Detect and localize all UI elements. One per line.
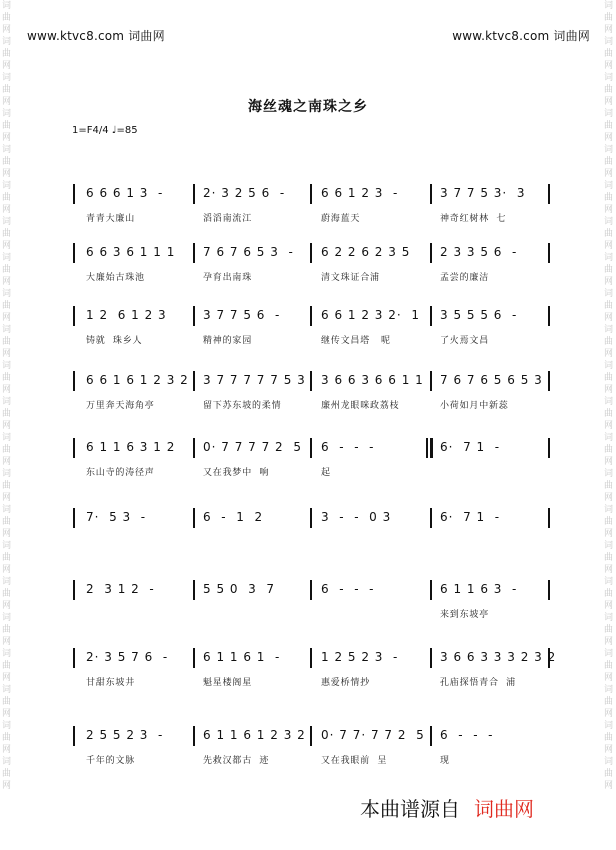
lyric: 孟尝的廉洁 xyxy=(440,273,490,283)
measure-notes: 5 5 0 3 7 xyxy=(203,582,276,596)
measure-notes: 3 7 7 7 7 7 5 3 xyxy=(203,373,306,387)
lyric: 孕育出南珠 xyxy=(203,273,253,283)
lyric: 惠爱桥情抄 xyxy=(321,678,371,688)
measure-notes: 0· 7 7 7 7 2 5 xyxy=(203,440,302,454)
lyric: 滔滔南流江 xyxy=(203,214,253,224)
lyric: 又在我梦中 响 xyxy=(203,468,270,478)
measure-notes: 6 - - - xyxy=(440,728,494,742)
barline xyxy=(430,371,432,391)
barline xyxy=(193,306,195,326)
measure-notes: 3 - - 0 3 xyxy=(321,510,392,524)
lyric: 先救汉都古 迹 xyxy=(203,756,270,766)
barline xyxy=(430,580,432,600)
barline xyxy=(73,184,75,204)
watermark-left: 词曲网词曲网词曲网词曲网词曲网词曲网词曲网词曲网词曲网词曲网词曲网词曲网词曲网词曲网词曲网词曲网词曲网词曲网词曲网词曲网词曲网词曲网 xyxy=(2,1,12,791)
measure-notes: 6 - 1 2 xyxy=(203,510,264,524)
barline xyxy=(548,243,550,263)
score-line-2 xyxy=(0,243,616,289)
barline xyxy=(430,508,432,528)
barline xyxy=(310,726,312,746)
barline xyxy=(193,726,195,746)
barline xyxy=(73,508,75,528)
measure-notes: 6 1 1 6 1 - xyxy=(203,650,281,664)
lyric: 小荷如月中新蕊 xyxy=(440,401,509,411)
lyric: 东山寺的涛径声 xyxy=(86,468,155,478)
barline xyxy=(310,438,312,458)
measure-notes: 6 6 3 6 1 1 1 xyxy=(86,245,176,259)
barline xyxy=(310,580,312,600)
barline xyxy=(430,438,433,458)
barline xyxy=(548,306,550,326)
measure-notes: 3 5 5 5 6 - xyxy=(440,308,518,322)
lyric: 留下苏东坡的柔情 xyxy=(203,401,282,411)
barline xyxy=(193,580,195,600)
lyric: 了火焉文昌 xyxy=(440,336,490,346)
measure-notes: 1 2 5 2 3 - xyxy=(321,650,399,664)
measure-notes: 3 7 7 5 3· 3 xyxy=(440,186,526,200)
header-left-site: www.ktvc8.com 词曲网 xyxy=(27,29,165,43)
barline xyxy=(310,648,312,668)
barline xyxy=(548,371,550,391)
measure-notes: 1 2 6 1 2 3 xyxy=(86,308,167,322)
barline xyxy=(548,580,550,600)
barline xyxy=(73,580,75,600)
measure-notes: 6 6 1 2 3 - xyxy=(321,186,399,200)
measure-notes: 6· 7 1 - xyxy=(440,440,501,454)
lyric: 继传文昌塔 呢 xyxy=(321,336,391,346)
barline xyxy=(430,648,432,668)
lyric: 现 xyxy=(440,756,450,766)
header-right-site: www.ktvc8.com 词曲网 xyxy=(452,29,590,43)
measure-notes: 6 - - - xyxy=(321,440,375,454)
measure-notes: 6 2 2 6 2 3 5 xyxy=(321,245,411,259)
lyric: 清文珠证合浦 xyxy=(321,273,380,283)
measure-notes: 2· 3 2 5 6 - xyxy=(203,186,286,200)
score-line-7 xyxy=(0,580,616,626)
lyric: 起 xyxy=(321,468,331,478)
lyric: 来到东坡亭 xyxy=(440,610,490,620)
barline xyxy=(193,438,195,458)
score-line-5 xyxy=(0,438,616,484)
barline xyxy=(193,371,195,391)
barline xyxy=(193,184,195,204)
measure-notes: 0· 7 7· 7 7 2 5 xyxy=(321,728,425,742)
barline xyxy=(73,243,75,263)
barline xyxy=(73,648,75,668)
barline xyxy=(73,726,75,746)
score-line-9 xyxy=(0,726,616,772)
lyric: 千年的文脉 xyxy=(86,756,136,766)
barline xyxy=(430,306,432,326)
barline xyxy=(73,438,75,458)
score-line-6 xyxy=(0,508,616,554)
measure-notes: 6 6 1 6 1 2 3 2 xyxy=(86,373,189,387)
measure-notes: 2 5 5 2 3 - xyxy=(86,728,164,742)
barline xyxy=(73,371,75,391)
measure-notes: 6 1 1 6 1 2 3 2 xyxy=(203,728,306,742)
measure-notes: 6 1 1 6 3 1 2 xyxy=(86,440,176,454)
barline xyxy=(548,508,550,528)
key-tempo: 1=F4/4 ♩=85 xyxy=(72,125,138,136)
barline xyxy=(430,243,432,263)
measure-notes: 2 3 3 5 6 - xyxy=(440,245,518,259)
lyric: 大廉始古珠池 xyxy=(86,273,145,283)
lyric: 铸就 珠乡人 xyxy=(86,336,143,346)
lyric: 青青大廉山 xyxy=(86,214,136,224)
measure-notes: 6· 7 1 - xyxy=(440,510,501,524)
lyric: 魁星楼阁星 xyxy=(203,678,253,688)
lyric: 精神的家园 xyxy=(203,336,253,346)
score-line-8 xyxy=(0,648,616,694)
measure-notes: 7 6 7 6 5 3 - xyxy=(203,245,294,259)
measure-notes: 3 6 6 3 3 3 2 3 2 xyxy=(440,650,557,664)
score-line-4 xyxy=(0,371,616,417)
source-text: 本曲谱源自 xyxy=(360,797,460,821)
lyric: 孔庙探悟青合 浦 xyxy=(440,678,516,688)
song-title: 海丝魂之南珠之乡 xyxy=(248,99,368,115)
barline xyxy=(548,438,550,458)
barline xyxy=(310,184,312,204)
watermark-right: 词曲网词曲网词曲网词曲网词曲网词曲网词曲网词曲网词曲网词曲网词曲网词曲网词曲网词曲网词曲网词曲网词曲网词曲网词曲网词曲网词曲网词曲网 xyxy=(604,1,614,791)
score-line-3 xyxy=(0,306,616,352)
measure-notes: 3 6 6 3 6 6 1 1 xyxy=(321,373,424,387)
barline xyxy=(310,508,312,528)
measure-notes: 6 - - - xyxy=(321,582,375,596)
barline xyxy=(310,306,312,326)
source-brand[interactable]: 词曲网 xyxy=(474,797,534,821)
barline xyxy=(426,438,428,458)
lyric: 甘甜东坡井 xyxy=(86,678,136,688)
lyric: 又在我眼前 呈 xyxy=(321,756,388,766)
measure-notes: 7 6 7 6 5 6 5 3 xyxy=(440,373,543,387)
barline xyxy=(430,184,432,204)
barline xyxy=(310,371,312,391)
barline xyxy=(193,243,195,263)
measure-notes: 6 1 1 6 3 - xyxy=(440,582,518,596)
measure-notes: 2 3 1 2 - xyxy=(86,582,155,596)
barline xyxy=(548,184,550,204)
barline xyxy=(193,508,195,528)
barline xyxy=(430,726,432,746)
measure-notes: 7· 5 3 - xyxy=(86,510,147,524)
lyric: 廉州龙眼咪政荔枝 xyxy=(321,401,400,411)
lyric: 万里奔天海角亭 xyxy=(86,401,155,411)
lyric: 蔚海蓝天 xyxy=(321,214,361,224)
measure-notes: 6 6 1 2 3 2· 1 xyxy=(321,308,420,322)
barline xyxy=(73,306,75,326)
lyric: 神奇红树林 七 xyxy=(440,214,507,224)
measure-notes: 6 6 6 1 3 - xyxy=(86,186,164,200)
score-line-1 xyxy=(0,184,616,230)
barline xyxy=(193,648,195,668)
measure-notes: 2· 3 5 7 6 - xyxy=(86,650,169,664)
measure-notes: 3 7 7 5 6 - xyxy=(203,308,281,322)
source-footer xyxy=(360,793,534,822)
barline xyxy=(310,243,312,263)
